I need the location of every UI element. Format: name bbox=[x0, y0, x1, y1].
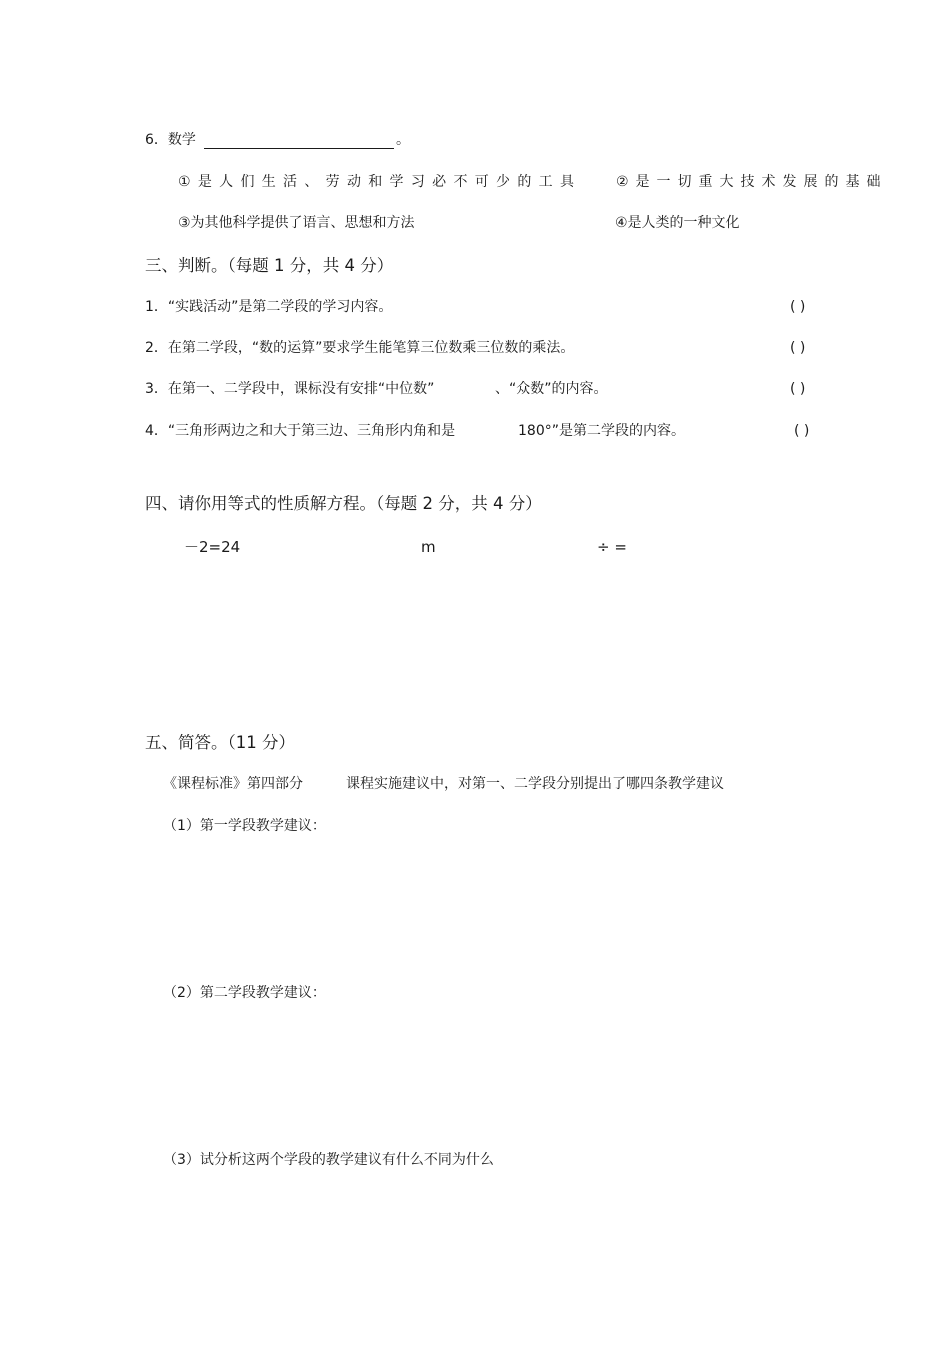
section4-title: 四、请你用等式的性质解方程。（每题 2 分，共 4 分） bbox=[145, 494, 542, 513]
q6-option-4: ④是人类的一种文化 bbox=[615, 215, 740, 231]
equation-1: －2=24 bbox=[184, 538, 241, 556]
section5-title: 五、简答。（11 分） bbox=[145, 733, 295, 752]
section5-sub1: （1）第一学段教学建议： bbox=[163, 818, 326, 834]
judge-item-3b: 、“众数”的内容。 bbox=[495, 381, 608, 397]
section5-sub3: （3）试分析这两个学段的教学建议有什么不同为什么 bbox=[163, 1152, 494, 1168]
judge-item-4a: 4．“三角形两边之和大于第三边、三角形内角和是 bbox=[145, 423, 456, 439]
section5-intro-b: 课程实施建议中，对第一、二学段分别提出了哪四条教学建议 bbox=[346, 776, 724, 792]
judge-item-3a: 3．在第一、二学段中，课标没有安排“中位数” bbox=[145, 381, 435, 397]
section5-sub2: （2）第二学段教学建议： bbox=[163, 985, 326, 1001]
q6-option-2: ②是一切重大技术发展的基础 bbox=[616, 174, 888, 190]
equation-3: ÷ = bbox=[597, 538, 627, 556]
judge-bracket-2[interactable]: ( ) bbox=[790, 340, 806, 356]
q6-answer-blank[interactable] bbox=[204, 148, 394, 149]
judge-item-2: 2．在第二学段，“数的运算”要求学生能笔算三位数乘三位数的乘法。 bbox=[145, 340, 575, 356]
section3-title: 三、判断。（每题 1 分，共 4 分） bbox=[145, 256, 394, 275]
judge-item-4b: 180°”是第二学段的内容。 bbox=[518, 423, 685, 439]
q6-end: 。 bbox=[396, 132, 410, 148]
judge-bracket-4[interactable]: ( ) bbox=[794, 423, 810, 439]
judge-item-1: 1．“实践活动”是第二学段的学习内容。 bbox=[145, 299, 393, 315]
judge-bracket-1[interactable]: ( ) bbox=[790, 299, 806, 315]
q6-option-3: ③为其他科学提供了语言、思想和方法 bbox=[178, 215, 415, 231]
q6-stem: 6．数学 bbox=[145, 132, 196, 148]
judge-bracket-3[interactable]: ( ) bbox=[790, 381, 806, 397]
equation-2: m bbox=[421, 538, 436, 556]
section5-intro-a: 《课程标准》第四部分 bbox=[163, 776, 303, 792]
q6-option-1: ①是人们生活、劳动和学习必不可少的工具 bbox=[178, 174, 582, 190]
